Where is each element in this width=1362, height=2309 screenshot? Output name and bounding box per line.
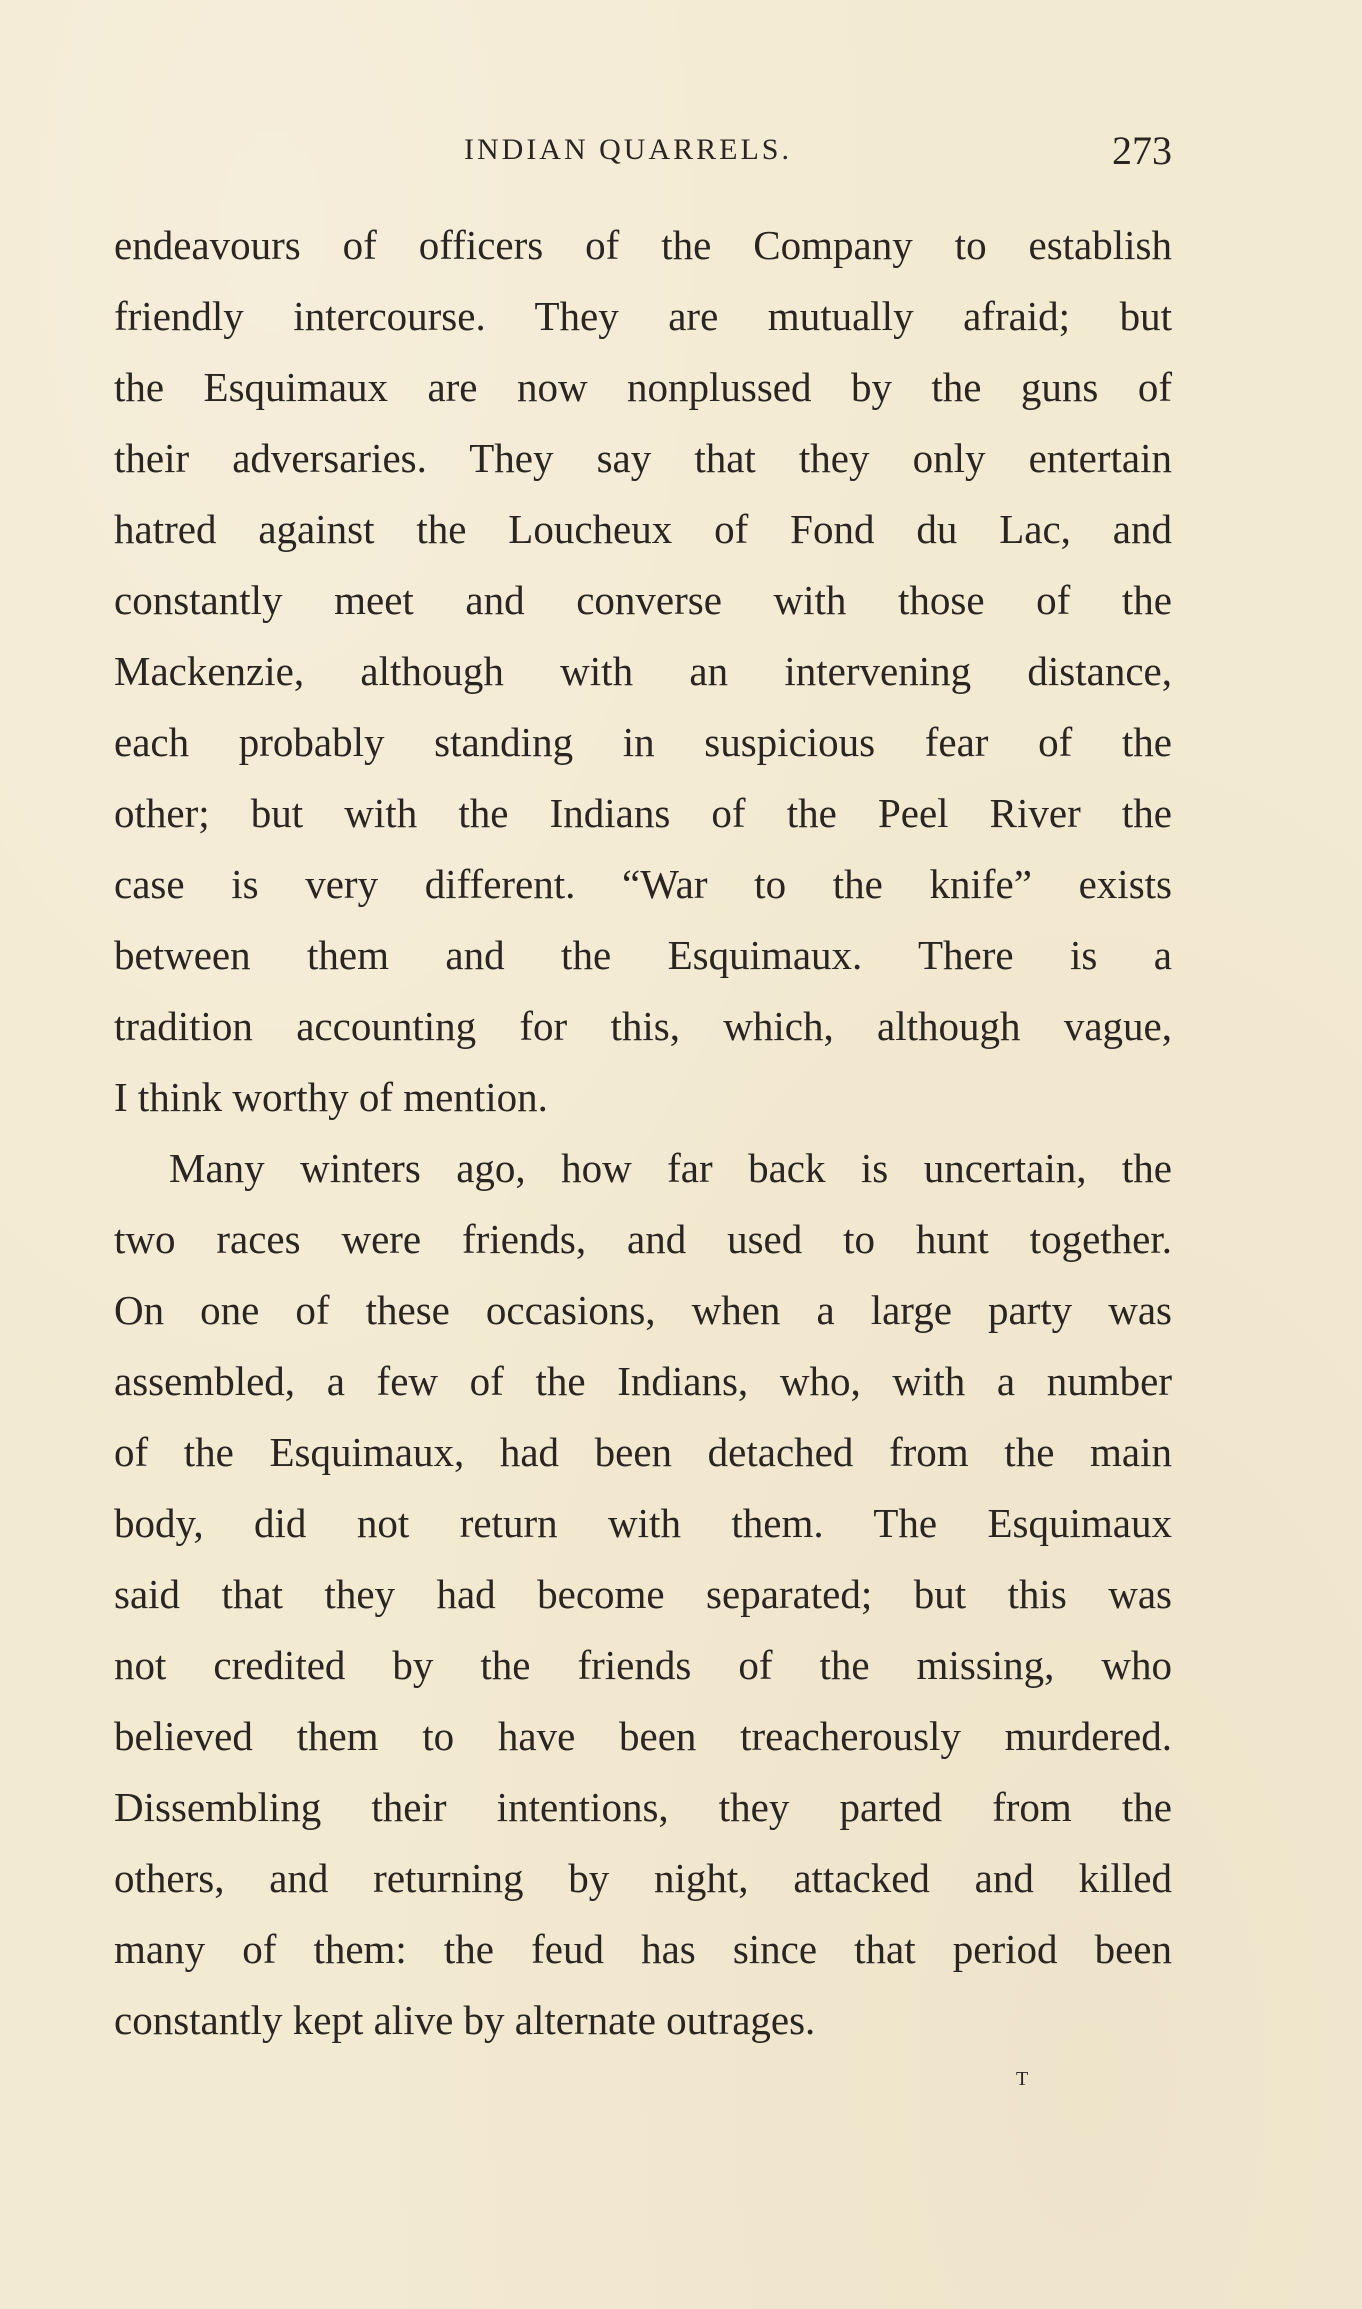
running-head bbox=[114, 125, 1172, 175]
signature-mark: T bbox=[1016, 2068, 1030, 2090]
text-line: friendly intercourse. They are mutually afraid; but bbox=[114, 293, 1172, 339]
text-line: of the Esquimaux, had been detached from the main bbox=[114, 1429, 1172, 1475]
page-number: 273 bbox=[1112, 128, 1172, 173]
paragraph-end-line: constantly kept alive by alternate outrages. bbox=[114, 1997, 816, 2043]
text-line: believed them to have been treacherously murdered. bbox=[114, 1713, 1172, 1759]
text-line: others, and returning by night, attacked and killed bbox=[114, 1855, 1172, 1901]
text-line: said that they had become separated; but this was bbox=[114, 1571, 1172, 1617]
text-line: body, did not return with them. The Esquimaux bbox=[114, 1500, 1172, 1546]
body-text bbox=[114, 210, 1172, 2056]
text-line: constantly meet and converse with those of the bbox=[114, 577, 1172, 623]
text-line: two races were friends, and used to hunt together. bbox=[114, 1216, 1172, 1262]
text-line: assembled, a few of the Indians, who, with a number bbox=[114, 1358, 1172, 1404]
text-line: case is very different. “War to the knife” exists bbox=[114, 861, 1172, 907]
text-line: the Esquimaux are now nonplussed by the guns of bbox=[114, 364, 1172, 410]
text-line: their adversaries. They say that they only entertain bbox=[114, 435, 1172, 481]
text-line: endeavours of officers of the Company to establish bbox=[114, 222, 1172, 268]
text-line: tradition accounting for this, which, although vague, bbox=[114, 1003, 1172, 1049]
text-line: Dissembling their intentions, they parted from the bbox=[114, 1784, 1172, 1830]
text-line: not credited by the friends of the missing, who bbox=[114, 1642, 1172, 1688]
text-line: each probably standing in suspicious fear of the bbox=[114, 719, 1172, 765]
paragraph-end-line: I think worthy of mention. bbox=[114, 1074, 548, 1120]
text-line: hatred against the Loucheux of Fond du Lac, and bbox=[114, 506, 1172, 552]
text-line: between them and the Esquimaux. There is a bbox=[114, 932, 1172, 978]
text-line: other; but with the Indians of the Peel River the bbox=[114, 790, 1172, 836]
running-title: INDIAN QUARRELS. bbox=[464, 133, 792, 166]
text-line: many of them: the feud has since that period been bbox=[114, 1926, 1172, 1972]
text-line: Mackenzie, although with an intervening distance, bbox=[114, 648, 1172, 694]
paragraph-start-line: Many winters ago, how far back is uncertain, the bbox=[169, 1145, 1172, 1191]
text-line: On one of these occasions, when a large party was bbox=[114, 1287, 1172, 1333]
